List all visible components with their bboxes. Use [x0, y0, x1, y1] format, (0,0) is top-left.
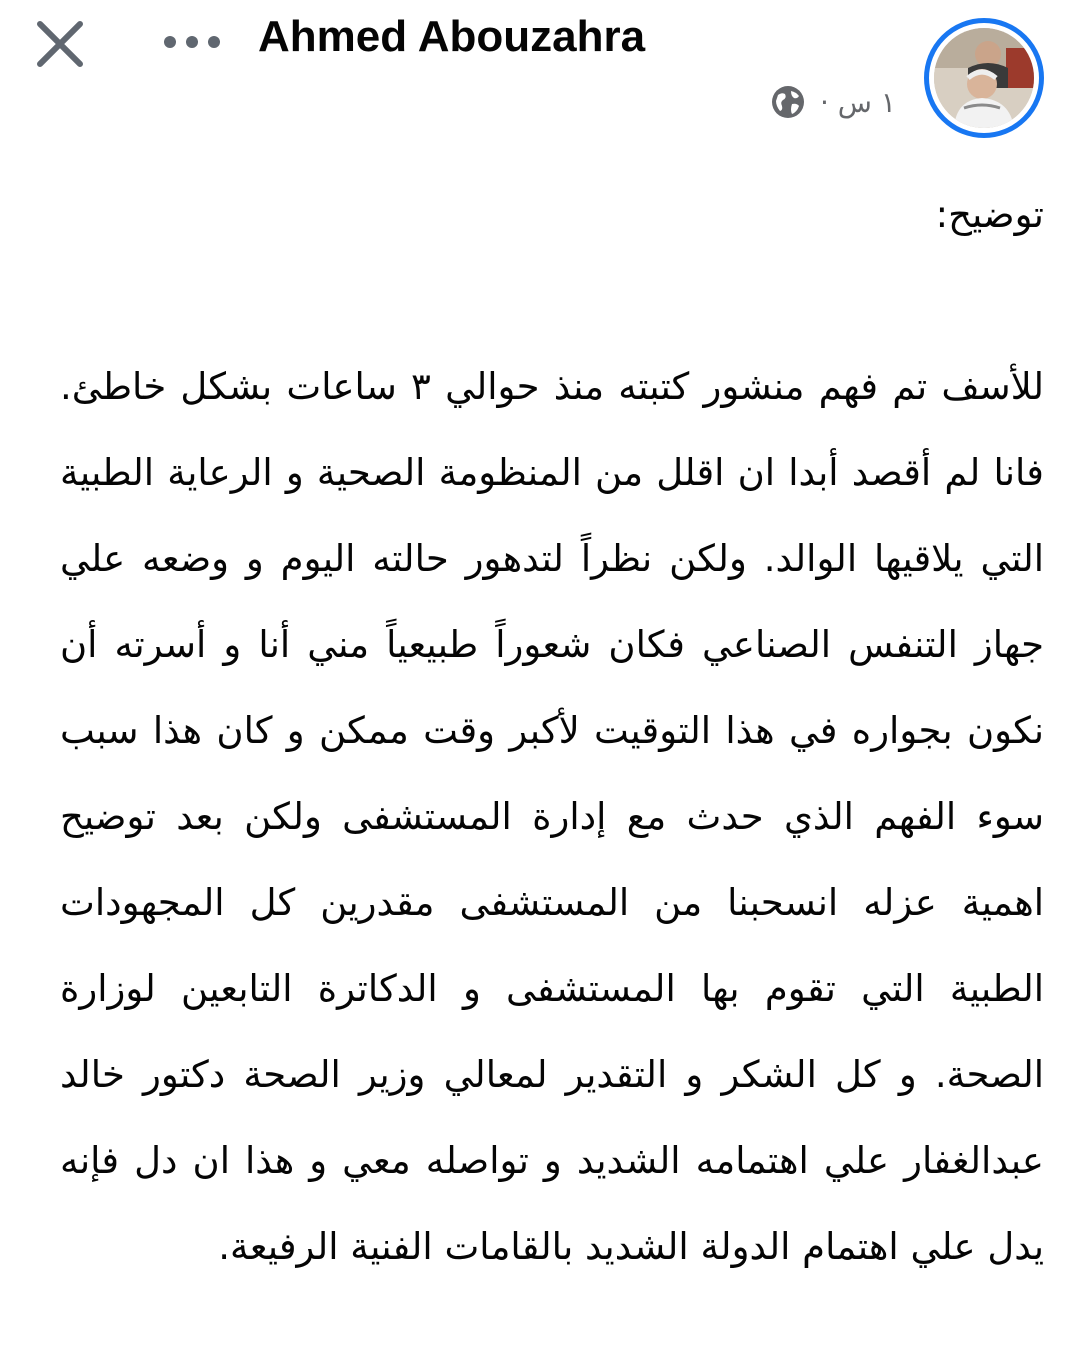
post-time: ١ س · — [820, 85, 896, 119]
author-name[interactable]: Ahmed Abouzahra — [258, 12, 646, 61]
post-content — [60, 172, 1044, 1290]
close-button[interactable] — [28, 12, 92, 76]
avatar-photo — [934, 28, 1034, 128]
post-meta — [770, 82, 896, 122]
post-header — [0, 0, 1080, 150]
close-icon — [34, 18, 86, 70]
globe-icon — [770, 84, 806, 120]
post-text: للأسف تم فهم منشور كتبته منذ حوالي ٣ ساعات بشكل خاطئ. فانا لم أقصد أبدا ان اقلل من المنظومة الصحية و الرعاية الطبية التي يلاقيها الوالد. ولكن نظراً لتدهور حالته اليوم و وضعه علي جهاز التنفس الصناعي فكان شعوراً طبيعياً مني أنا و أسرته أن نكون بجواره في هذا التوقيت لأكبر وقت ممكن و كان هذا سبب سوء الفهم الذي حدث مع إدارة المستشفى ولكن بعد توضيح اهمية عزله انسحبنا من المستشفى مقدرين كل المجهودات الطبية التي تقوم بها المستشفى و الدكاترة التابعين لوزارة الصحة. و كل الشكر و التقدير لمعالي وزير الصحة دكتور خالد عبدالغفار علي اهتمامه الشديد و تواصله معي و هذا ان دل فإنه يدل علي اهتمام الدولة الشديد بالقامات الفنية الرفيعة. — [60, 365, 1044, 1268]
more-options-button[interactable] — [156, 20, 228, 64]
avatar[interactable] — [924, 18, 1044, 138]
post-heading: توضيح: — [935, 193, 1044, 236]
more-options-icon — [162, 35, 222, 49]
